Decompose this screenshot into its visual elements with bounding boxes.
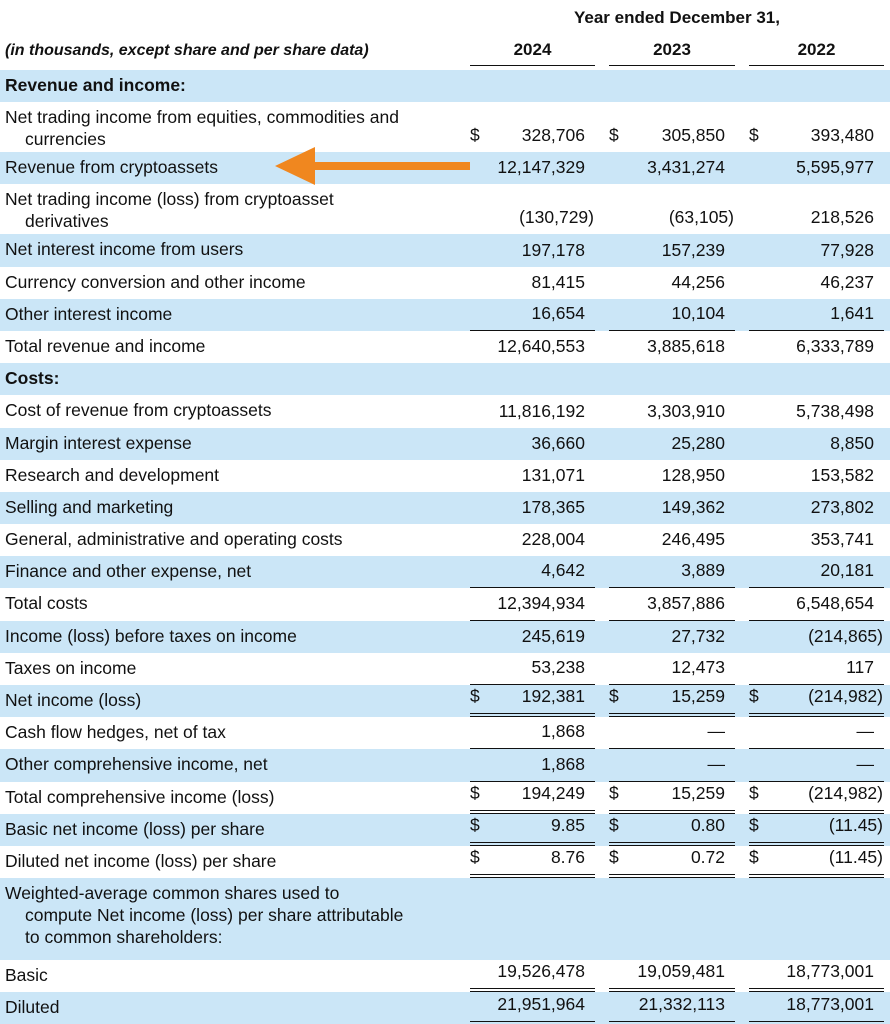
row-label-line: Other interest income bbox=[5, 303, 173, 324]
table-row bbox=[0, 717, 890, 749]
value-cell bbox=[609, 102, 735, 152]
cell-value: 44,256 bbox=[671, 271, 725, 292]
cell-value: 12,147,329 bbox=[497, 157, 585, 178]
table-row bbox=[0, 331, 890, 363]
cell-value: 393,480 bbox=[810, 125, 874, 146]
cell-value: 46,237 bbox=[820, 271, 874, 292]
value-cell bbox=[609, 846, 735, 878]
cell-value: 245,619 bbox=[521, 625, 585, 646]
cell-value: 11,816,192 bbox=[498, 400, 585, 421]
column-header-row bbox=[0, 38, 890, 66]
cell-value: 12,640,553 bbox=[497, 336, 585, 357]
value-cell bbox=[749, 184, 884, 234]
row-label-line: Income (loss) before taxes on income bbox=[5, 625, 297, 646]
value-cell bbox=[749, 299, 884, 331]
row-label-line: Research and development bbox=[5, 464, 220, 485]
row-label-line: Net income (loss) bbox=[5, 690, 142, 710]
cell-value: 117 bbox=[846, 657, 874, 677]
cell-value: 273,802 bbox=[810, 497, 874, 518]
cell-value: (63,105) bbox=[668, 207, 734, 228]
value-cell bbox=[609, 749, 735, 781]
cell-value: 12,473 bbox=[671, 657, 725, 677]
cell-value: 4,642 bbox=[541, 560, 585, 581]
row-label-line: Basic net income (loss) per share bbox=[5, 818, 265, 839]
value-cell bbox=[749, 621, 884, 653]
dollar-sign: $ bbox=[609, 782, 619, 803]
row-label-line: Net interest income from users bbox=[5, 239, 244, 260]
dollar-sign: $ bbox=[470, 847, 480, 868]
row-label bbox=[5, 271, 465, 293]
row-label bbox=[5, 657, 465, 679]
cell-value: 36,660 bbox=[531, 432, 585, 453]
value-cell bbox=[609, 588, 735, 620]
cell-value: 18,773,001 bbox=[786, 961, 874, 982]
value-cell bbox=[749, 992, 884, 1024]
table-row bbox=[0, 184, 890, 234]
value-cell bbox=[609, 556, 735, 588]
value-cell bbox=[470, 717, 595, 749]
cell-value: 15,259 bbox=[671, 686, 725, 707]
dollar-sign: $ bbox=[609, 847, 619, 868]
cell-value: 21,951,964 bbox=[497, 993, 585, 1014]
row-label-line: Costs: bbox=[5, 368, 60, 389]
value-cell bbox=[470, 814, 595, 846]
dollar-sign: $ bbox=[749, 814, 759, 835]
value-cell bbox=[470, 428, 595, 460]
table-row bbox=[0, 992, 890, 1024]
table-row bbox=[0, 460, 890, 492]
value-cell bbox=[609, 234, 735, 266]
table-row bbox=[0, 960, 890, 992]
value-cell bbox=[749, 395, 884, 427]
cell-value: 1,868 bbox=[541, 753, 585, 774]
table-row bbox=[0, 588, 890, 620]
cell-value: 353,741 bbox=[810, 529, 874, 550]
row-label bbox=[5, 303, 465, 325]
year-column-2024: 2024 bbox=[470, 38, 595, 66]
dollar-sign: $ bbox=[749, 782, 759, 803]
table-row bbox=[0, 428, 890, 460]
value-cell bbox=[470, 992, 595, 1024]
row-label bbox=[5, 996, 465, 1018]
value-cell bbox=[749, 428, 884, 460]
table-row bbox=[0, 395, 890, 427]
row-label bbox=[5, 432, 465, 454]
section-header-row bbox=[0, 70, 890, 102]
table-row bbox=[0, 685, 890, 717]
value-cell bbox=[470, 588, 595, 620]
row-label bbox=[5, 528, 465, 550]
value-cell bbox=[749, 717, 884, 749]
value-cell bbox=[609, 299, 735, 331]
value-cell bbox=[609, 992, 735, 1024]
row-label bbox=[5, 721, 465, 743]
dollar-sign: $ bbox=[749, 125, 759, 146]
row-label bbox=[5, 786, 465, 808]
table-row bbox=[0, 492, 890, 524]
row-label-line: Net trading income from equities, commodities and bbox=[5, 107, 399, 128]
value-cell bbox=[470, 960, 595, 992]
cell-value: 192,381 bbox=[521, 686, 585, 707]
cell-value: 328,706 bbox=[521, 125, 585, 146]
cell-value: (214,982) bbox=[808, 782, 883, 803]
value-cell bbox=[749, 782, 884, 814]
row-label-line: General, administrative and operating costs bbox=[5, 529, 343, 550]
cell-value: 12,394,934 bbox=[497, 592, 585, 613]
dollar-sign: $ bbox=[470, 814, 480, 835]
value-cell bbox=[470, 395, 595, 427]
value-cell bbox=[470, 749, 595, 781]
cell-value: 8.76 bbox=[550, 847, 585, 868]
row-label bbox=[5, 560, 465, 582]
row-label bbox=[5, 592, 465, 614]
cell-value: (214,865) bbox=[808, 625, 883, 646]
cell-value: (11.45) bbox=[828, 814, 883, 835]
section-header-row bbox=[0, 363, 890, 395]
value-cell bbox=[609, 267, 735, 299]
value-cell bbox=[749, 685, 884, 717]
cell-value: 228,004 bbox=[521, 529, 585, 550]
value-cell bbox=[749, 749, 884, 781]
cell-value: 5,595,977 bbox=[796, 157, 874, 178]
cell-value: (130,729) bbox=[519, 207, 594, 228]
cell-value: 3,889 bbox=[681, 560, 725, 581]
cell-value: 3,857,886 bbox=[647, 592, 725, 613]
value-cell bbox=[749, 267, 884, 299]
value-cell bbox=[470, 234, 595, 266]
value-cell bbox=[470, 299, 595, 331]
cell-value: 194,249 bbox=[521, 782, 585, 803]
value-cell bbox=[609, 782, 735, 814]
value-cell bbox=[749, 556, 884, 588]
row-label bbox=[5, 850, 465, 872]
cell-value: 81,415 bbox=[531, 271, 585, 292]
cell-value: 218,526 bbox=[810, 207, 874, 228]
cell-value: 3,431,274 bbox=[647, 157, 725, 178]
cell-value: 21,332,113 bbox=[638, 993, 725, 1014]
year-ended-header: Year ended December 31, bbox=[573, 8, 780, 27]
orange-arrow-icon bbox=[275, 147, 470, 185]
value-cell bbox=[749, 653, 884, 685]
value-cell bbox=[470, 846, 595, 878]
cell-value: 18,773,001 bbox=[786, 993, 874, 1014]
cell-value: 131,071 bbox=[521, 464, 585, 485]
cell-value: 53,238 bbox=[531, 657, 585, 677]
cell-value: 153,582 bbox=[810, 464, 874, 485]
cell-value: 246,495 bbox=[661, 529, 725, 550]
row-label-line: Weighted-average common shares used to bbox=[5, 883, 340, 904]
row-label-line: derivatives bbox=[25, 211, 109, 232]
cell-value: — bbox=[707, 753, 725, 774]
table-row bbox=[0, 782, 890, 814]
value-cell bbox=[749, 814, 884, 846]
value-cell bbox=[470, 653, 595, 685]
value-cell bbox=[609, 152, 735, 184]
table-row bbox=[0, 846, 890, 878]
row-label-line: Taxes on income bbox=[5, 657, 137, 678]
table-row bbox=[0, 524, 890, 556]
cell-value: — bbox=[856, 721, 874, 742]
dollar-sign: $ bbox=[470, 125, 480, 146]
row-label bbox=[5, 335, 465, 357]
dollar-sign: $ bbox=[470, 686, 480, 707]
value-cell bbox=[470, 782, 595, 814]
value-cell bbox=[609, 184, 735, 234]
row-label bbox=[5, 464, 465, 486]
cell-value: 19,526,478 bbox=[497, 961, 585, 982]
value-cell bbox=[749, 846, 884, 878]
value-cell bbox=[609, 331, 735, 363]
row-label-line: Margin interest expense bbox=[5, 432, 192, 453]
row-label-line: Currency conversion and other income bbox=[5, 271, 306, 292]
value-cell bbox=[470, 331, 595, 363]
income-statement-table bbox=[0, 70, 890, 1024]
row-label-line: Selling and marketing bbox=[5, 496, 174, 517]
cell-value: 0.80 bbox=[690, 814, 725, 835]
value-cell bbox=[609, 428, 735, 460]
value-cell bbox=[609, 685, 735, 717]
value-cell bbox=[749, 460, 884, 492]
value-cell bbox=[470, 524, 595, 556]
cell-value: 19,059,481 bbox=[637, 961, 725, 982]
row-label bbox=[5, 74, 465, 96]
value-cell bbox=[749, 152, 884, 184]
row-label-line: Total comprehensive income (loss) bbox=[5, 786, 275, 807]
dollar-sign: $ bbox=[749, 686, 759, 707]
row-label-line: Finance and other expense, net bbox=[5, 561, 252, 582]
value-cell bbox=[749, 588, 884, 620]
dollar-sign: $ bbox=[609, 125, 619, 146]
value-cell bbox=[749, 492, 884, 524]
cell-value: 1,641 bbox=[830, 302, 874, 323]
value-cell bbox=[609, 492, 735, 524]
dollar-sign: $ bbox=[749, 847, 759, 868]
year-column-2022: 2022 bbox=[749, 38, 884, 66]
value-cell bbox=[609, 814, 735, 846]
value-cell bbox=[609, 460, 735, 492]
table-row bbox=[0, 621, 890, 653]
cell-value: 197,178 bbox=[521, 239, 585, 260]
dollar-sign: $ bbox=[470, 782, 480, 803]
row-label bbox=[5, 367, 465, 389]
row-label-line: Cash flow hedges, net of tax bbox=[5, 722, 226, 743]
row-label bbox=[5, 106, 465, 150]
row-label-line: to common shareholders: bbox=[25, 927, 223, 948]
units-note: (in thousands, except share and per share data) bbox=[5, 42, 369, 59]
value-cell bbox=[609, 653, 735, 685]
cell-value: 0.72 bbox=[690, 847, 725, 868]
value-cell bbox=[749, 960, 884, 992]
cell-value: (214,982) bbox=[808, 686, 883, 707]
value-cell bbox=[749, 524, 884, 556]
value-cell bbox=[609, 524, 735, 556]
cell-value: 3,303,910 bbox=[647, 400, 725, 421]
value-cell bbox=[609, 717, 735, 749]
cell-value: 305,850 bbox=[661, 125, 725, 146]
table-row bbox=[0, 556, 890, 588]
row-label-line: Revenue from cryptoassets bbox=[5, 157, 219, 178]
value-cell bbox=[470, 492, 595, 524]
cell-value: 1,868 bbox=[541, 721, 585, 742]
value-cell bbox=[470, 184, 595, 234]
dollar-sign: $ bbox=[609, 814, 619, 835]
cell-value: 16,654 bbox=[531, 302, 585, 323]
row-label bbox=[5, 496, 465, 518]
cell-value: 15,259 bbox=[671, 782, 725, 803]
row-label-line: currencies bbox=[25, 129, 106, 150]
value-cell bbox=[470, 556, 595, 588]
table-row bbox=[0, 653, 890, 685]
row-label bbox=[5, 188, 465, 232]
value-cell bbox=[470, 267, 595, 299]
cell-value: 10,104 bbox=[671, 302, 725, 323]
year-column-2023: 2023 bbox=[609, 38, 735, 66]
value-cell bbox=[749, 234, 884, 266]
row-label-line: Revenue and income: bbox=[5, 75, 186, 95]
table-row bbox=[0, 234, 890, 266]
row-label-line: Other comprehensive income, net bbox=[5, 754, 268, 775]
cell-value: 5,738,498 bbox=[796, 400, 874, 421]
cell-value: — bbox=[707, 721, 725, 742]
table-row bbox=[0, 299, 890, 331]
row-label-line: Total revenue and income bbox=[5, 335, 206, 356]
cell-value: 3,885,618 bbox=[647, 336, 725, 357]
value-cell bbox=[749, 331, 884, 363]
table-row bbox=[0, 102, 890, 152]
cell-value: 6,548,654 bbox=[796, 592, 874, 613]
cell-value: 8,850 bbox=[830, 432, 874, 453]
row-label bbox=[5, 625, 465, 647]
row-label-line: Basic bbox=[5, 965, 48, 986]
value-cell bbox=[470, 152, 595, 184]
row-label bbox=[5, 753, 465, 775]
cell-value: 77,928 bbox=[820, 239, 874, 260]
table-row bbox=[0, 814, 890, 846]
cell-value: — bbox=[856, 753, 874, 774]
row-label-line: Diluted bbox=[5, 997, 60, 1018]
value-cell bbox=[609, 960, 735, 992]
cell-value: 6,333,789 bbox=[796, 336, 874, 357]
cell-value: 178,365 bbox=[521, 497, 585, 518]
row-label-line: Net trading income (loss) from cryptoasset bbox=[5, 189, 334, 210]
cell-value: 27,732 bbox=[671, 625, 725, 646]
row-label-line: Diluted net income (loss) per share bbox=[5, 850, 277, 871]
row-label-line: Total costs bbox=[5, 593, 88, 614]
row-label bbox=[5, 818, 465, 840]
row-label-line: compute Net income (loss) per share attributable bbox=[25, 905, 404, 926]
cell-value: 25,280 bbox=[671, 432, 725, 453]
cell-value: 20,181 bbox=[820, 560, 874, 581]
value-cell bbox=[609, 395, 735, 427]
cell-value: 128,950 bbox=[661, 464, 725, 485]
row-label bbox=[5, 882, 465, 948]
value-cell bbox=[470, 685, 595, 717]
row-label bbox=[5, 964, 465, 986]
cell-value: 9.85 bbox=[550, 814, 585, 835]
table-row bbox=[0, 749, 890, 781]
cell-value: 157,239 bbox=[661, 239, 725, 260]
table-row bbox=[0, 878, 890, 960]
value-cell bbox=[609, 621, 735, 653]
row-label bbox=[5, 238, 465, 260]
value-cell bbox=[749, 102, 884, 152]
row-label bbox=[5, 399, 465, 421]
cell-value: 149,362 bbox=[661, 497, 725, 518]
value-cell bbox=[470, 621, 595, 653]
dollar-sign: $ bbox=[609, 686, 619, 707]
row-label-line: Cost of revenue from cryptoassets bbox=[5, 400, 272, 421]
value-cell bbox=[470, 102, 595, 152]
row-label bbox=[5, 689, 465, 711]
table-row bbox=[0, 267, 890, 299]
cell-value: (11.45) bbox=[828, 847, 883, 868]
value-cell bbox=[470, 460, 595, 492]
